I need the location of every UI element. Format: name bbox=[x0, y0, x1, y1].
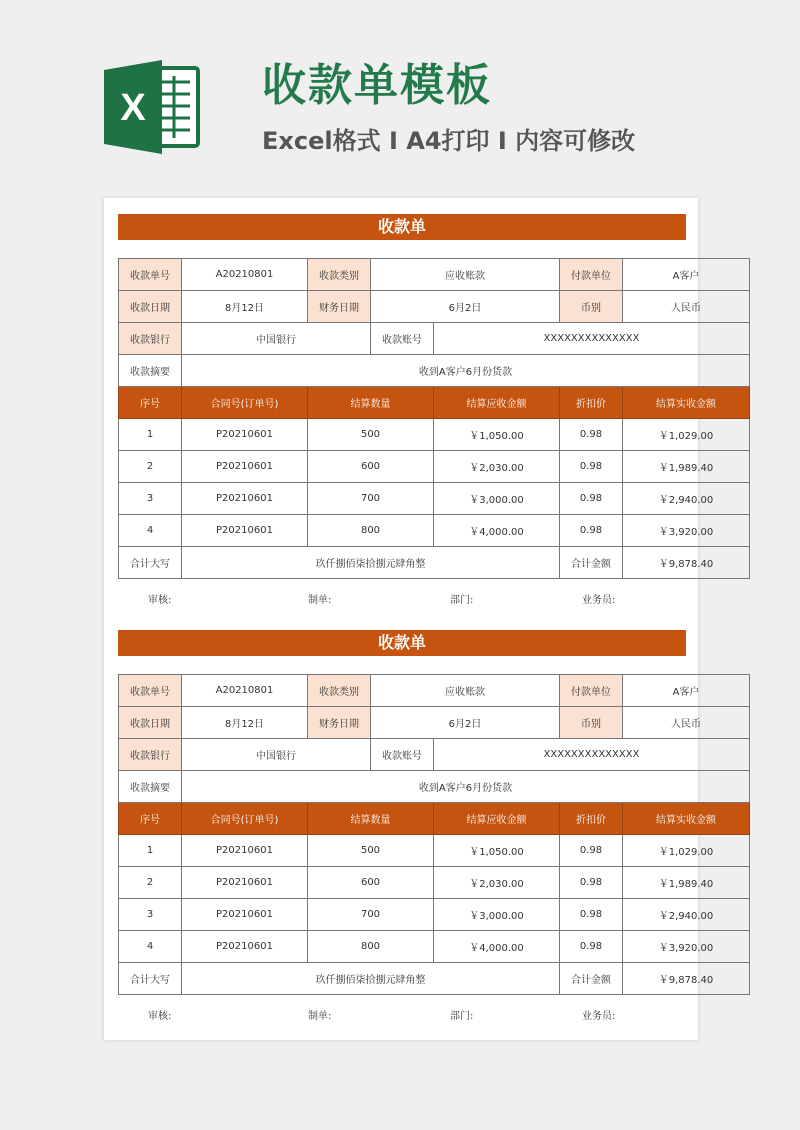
bank-value: 中国银行 bbox=[182, 739, 371, 771]
account-value: XXXXXXXXXXXXXX bbox=[434, 323, 750, 355]
currency-value: 人民币 bbox=[623, 291, 750, 323]
payer-label: 付款单位 bbox=[560, 675, 623, 707]
row-quantity: 800 bbox=[308, 515, 434, 547]
info-row-3 bbox=[119, 739, 750, 771]
dept-label: 部门: bbox=[450, 1011, 474, 1022]
dept-label: 部门: bbox=[450, 595, 474, 606]
row-index: 1 bbox=[119, 419, 182, 451]
row-discount: 0.98 bbox=[560, 931, 623, 963]
row-quantity: 800 bbox=[308, 931, 434, 963]
row-received: ￥2,940.00 bbox=[623, 899, 750, 931]
table-row bbox=[119, 899, 750, 931]
receipt-no-label: 收款单号 bbox=[119, 259, 182, 291]
column-header: 序号 bbox=[119, 803, 182, 835]
summary-label: 收款摘要 bbox=[119, 355, 182, 387]
type-value: 应收账款 bbox=[371, 675, 560, 707]
info-row-1 bbox=[119, 259, 750, 291]
row-contract-no: P20210601 bbox=[182, 515, 308, 547]
total-row bbox=[119, 547, 750, 579]
maker-label: 制单: bbox=[308, 1011, 332, 1022]
receipt-table bbox=[118, 258, 750, 579]
row-receivable: ￥2,030.00 bbox=[434, 867, 560, 899]
row-received: ￥1,029.00 bbox=[623, 835, 750, 867]
row-index: 3 bbox=[119, 483, 182, 515]
receipt-form bbox=[118, 630, 716, 1027]
row-discount: 0.98 bbox=[560, 899, 623, 931]
row-discount: 0.98 bbox=[560, 419, 623, 451]
row-contract-no: P20210601 bbox=[182, 419, 308, 451]
form-title: 收款单 bbox=[118, 214, 686, 240]
items-header-row bbox=[119, 387, 750, 419]
currency-label: 币别 bbox=[560, 291, 623, 323]
account-value: XXXXXXXXXXXXXX bbox=[434, 739, 750, 771]
column-header: 结算实收金额 bbox=[623, 387, 750, 419]
row-index: 1 bbox=[119, 835, 182, 867]
currency-value: 人民币 bbox=[623, 707, 750, 739]
info-row-3 bbox=[119, 323, 750, 355]
fin-date-label: 财务日期 bbox=[308, 291, 371, 323]
row-received: ￥3,920.00 bbox=[623, 515, 750, 547]
fin-date-value: 6月2日 bbox=[371, 707, 560, 739]
page-header bbox=[0, 0, 800, 190]
row-receivable: ￥3,000.00 bbox=[434, 899, 560, 931]
row-contract-no: P20210601 bbox=[182, 835, 308, 867]
info-row-4 bbox=[119, 771, 750, 803]
total-amount-value: ￥9,878.40 bbox=[623, 547, 750, 579]
type-label: 收款类别 bbox=[308, 259, 371, 291]
table-row bbox=[119, 451, 750, 483]
table-row bbox=[119, 931, 750, 963]
column-header: 序号 bbox=[119, 387, 182, 419]
row-index: 4 bbox=[119, 515, 182, 547]
type-label: 收款类别 bbox=[308, 675, 371, 707]
audit-label: 审核: bbox=[148, 595, 172, 606]
page-subtitle: Excel格式 I A4打印 I 内容可修改 bbox=[262, 127, 636, 155]
row-quantity: 500 bbox=[308, 419, 434, 451]
row-discount: 0.98 bbox=[560, 515, 623, 547]
bank-value: 中国银行 bbox=[182, 323, 371, 355]
receipt-no-label: 收款单号 bbox=[119, 675, 182, 707]
total-row bbox=[119, 963, 750, 995]
date-label: 收款日期 bbox=[119, 291, 182, 323]
row-received: ￥3,920.00 bbox=[623, 931, 750, 963]
items-header-row bbox=[119, 803, 750, 835]
payer-label: 付款单位 bbox=[560, 259, 623, 291]
account-label: 收款账号 bbox=[371, 323, 434, 355]
account-label: 收款账号 bbox=[371, 739, 434, 771]
row-quantity: 700 bbox=[308, 483, 434, 515]
payer-value: A客户 bbox=[623, 675, 750, 707]
row-receivable: ￥1,050.00 bbox=[434, 835, 560, 867]
row-quantity: 600 bbox=[308, 451, 434, 483]
total-upper-label: 合计大写 bbox=[119, 547, 182, 579]
signature-row bbox=[118, 999, 686, 1027]
type-value: 应收账款 bbox=[371, 259, 560, 291]
date-value: 8月12日 bbox=[182, 291, 308, 323]
row-contract-no: P20210601 bbox=[182, 451, 308, 483]
column-header: 结算数量 bbox=[308, 803, 434, 835]
receipt-table bbox=[118, 674, 750, 995]
row-receivable: ￥4,000.00 bbox=[434, 515, 560, 547]
column-header: 合同号(订单号) bbox=[182, 803, 308, 835]
page-title: 收款单模板 bbox=[262, 60, 492, 111]
table-row bbox=[119, 835, 750, 867]
column-header: 合同号(订单号) bbox=[182, 387, 308, 419]
fin-date-value: 6月2日 bbox=[371, 291, 560, 323]
date-label: 收款日期 bbox=[119, 707, 182, 739]
row-received: ￥1,029.00 bbox=[623, 419, 750, 451]
row-quantity: 500 bbox=[308, 835, 434, 867]
summary-value: 收到A客户6月份货款 bbox=[182, 355, 750, 387]
row-discount: 0.98 bbox=[560, 835, 623, 867]
form-title: 收款单 bbox=[118, 630, 686, 656]
info-row-2 bbox=[119, 707, 750, 739]
summary-label: 收款摘要 bbox=[119, 771, 182, 803]
bank-label: 收款银行 bbox=[119, 323, 182, 355]
total-upper-value: 玖仟捌佰柒拾捌元肆角整 bbox=[182, 547, 560, 579]
row-quantity: 700 bbox=[308, 899, 434, 931]
sales-label: 业务员: bbox=[582, 1011, 616, 1022]
column-header: 折扣价 bbox=[560, 803, 623, 835]
row-receivable: ￥1,050.00 bbox=[434, 419, 560, 451]
table-row bbox=[119, 867, 750, 899]
receipt-form bbox=[118, 214, 716, 611]
row-received: ￥2,940.00 bbox=[623, 483, 750, 515]
total-upper-label: 合计大写 bbox=[119, 963, 182, 995]
svg-text:X: X bbox=[120, 87, 146, 129]
column-header: 折扣价 bbox=[560, 387, 623, 419]
info-row-1 bbox=[119, 675, 750, 707]
row-contract-no: P20210601 bbox=[182, 899, 308, 931]
sales-label: 业务员: bbox=[582, 595, 616, 606]
maker-label: 制单: bbox=[308, 595, 332, 606]
info-row-2 bbox=[119, 291, 750, 323]
total-upper-value: 玖仟捌佰柒拾捌元肆角整 bbox=[182, 963, 560, 995]
column-header: 结算应收金额 bbox=[434, 803, 560, 835]
audit-label: 审核: bbox=[148, 1011, 172, 1022]
date-value: 8月12日 bbox=[182, 707, 308, 739]
receipt-no-value: A20210801 bbox=[182, 259, 308, 291]
receipt-no-value: A20210801 bbox=[182, 675, 308, 707]
column-header: 结算实收金额 bbox=[623, 803, 750, 835]
row-index: 2 bbox=[119, 451, 182, 483]
total-amount-label: 合计金额 bbox=[560, 547, 623, 579]
row-contract-no: P20210601 bbox=[182, 931, 308, 963]
column-header: 结算数量 bbox=[308, 387, 434, 419]
summary-value: 收到A客户6月份货款 bbox=[182, 771, 750, 803]
row-index: 2 bbox=[119, 867, 182, 899]
row-index: 3 bbox=[119, 899, 182, 931]
signature-row bbox=[118, 583, 686, 611]
row-received: ￥1,989.40 bbox=[623, 451, 750, 483]
row-received: ￥1,989.40 bbox=[623, 867, 750, 899]
currency-label: 币别 bbox=[560, 707, 623, 739]
row-receivable: ￥4,000.00 bbox=[434, 931, 560, 963]
excel-logo-icon bbox=[102, 58, 202, 156]
payer-value: A客户 bbox=[623, 259, 750, 291]
table-row bbox=[119, 515, 750, 547]
row-index: 4 bbox=[119, 931, 182, 963]
bank-label: 收款银行 bbox=[119, 739, 182, 771]
total-amount-value: ￥9,878.40 bbox=[623, 963, 750, 995]
info-row-4 bbox=[119, 355, 750, 387]
row-quantity: 600 bbox=[308, 867, 434, 899]
fin-date-label: 财务日期 bbox=[308, 707, 371, 739]
row-discount: 0.98 bbox=[560, 483, 623, 515]
table-row bbox=[119, 419, 750, 451]
row-contract-no: P20210601 bbox=[182, 867, 308, 899]
total-amount-label: 合计金额 bbox=[560, 963, 623, 995]
row-contract-no: P20210601 bbox=[182, 483, 308, 515]
table-row bbox=[119, 483, 750, 515]
row-discount: 0.98 bbox=[560, 451, 623, 483]
column-header: 结算应收金额 bbox=[434, 387, 560, 419]
row-receivable: ￥3,000.00 bbox=[434, 483, 560, 515]
row-discount: 0.98 bbox=[560, 867, 623, 899]
row-receivable: ￥2,030.00 bbox=[434, 451, 560, 483]
